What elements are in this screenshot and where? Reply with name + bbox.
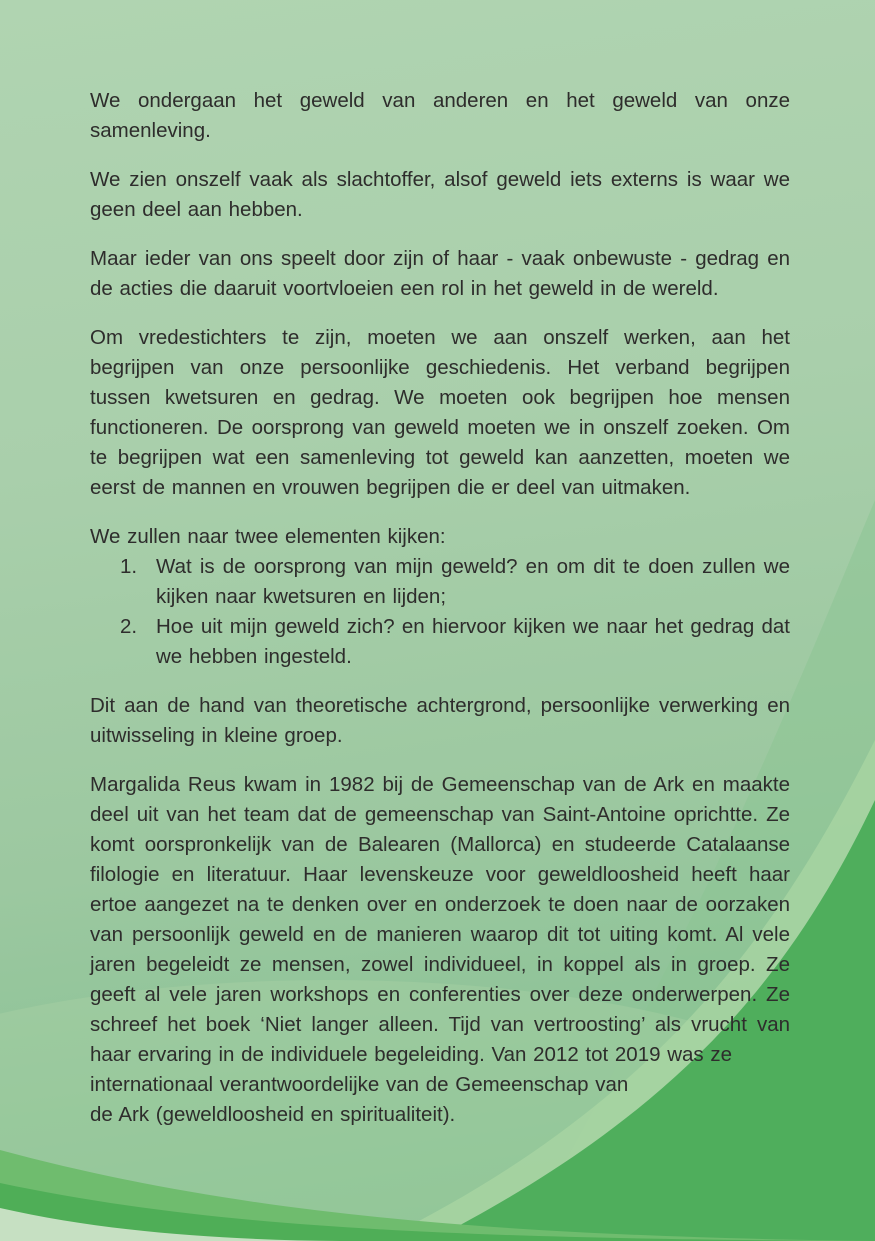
paragraph-4: Om vredestichters te zijn, moeten we aan onszelf werken, aan het begrijpen van onze persoonlijke geschiedenis. Het verband begrijpen tussen kwetsuren en gedrag. We moeten ook begrijpen hoe mensen functioneren. De oorsprong van geweld moeten we in onszelf zoeken. Om te begrijpen wat een samenleving tot geweld kan aanzetten, moeten we eerst de mannen en vrouwen begrijpen die er deel van uitmaken.	[90, 326, 790, 499]
list-intro: We zullen naar twee elementen kijken:	[90, 525, 446, 548]
list-item-text: Hoe uit mijn geweld zich? en hiervoor kijken we naar het gedrag dat we hebben ingesteld.	[156, 615, 790, 668]
paragraph-3: Maar ieder van ons speelt door zijn of haar - vaak onbewuste - gedrag en de acties die daaruit voortvloeien een rol in het geweld in de wereld.	[90, 247, 790, 300]
list-item	[120, 552, 790, 612]
list-item-text: Wat is de oorsprong van mijn geweld? en om dit te doen zullen we kijken naar kwetsuren en lijden;	[156, 555, 790, 608]
bio-line-3: de Ark (geweldloosheid en spiritualiteit).	[90, 1103, 456, 1126]
text-content	[90, 86, 790, 1130]
list-item-number: 1.	[120, 555, 138, 578]
paragraph-5: Dit aan de hand van theoretische achtergrond, persoonlijke verwerking en uitwisseling in kleine groep.	[90, 694, 790, 747]
paragraph-2: We zien onszelf vaak als slachtoffer, alsof geweld iets externs is waar we geen deel aan hebben.	[90, 168, 790, 221]
list-item-number: 2.	[120, 615, 138, 638]
paragraph-1: We ondergaan het geweld van anderen en het geweld van onze samenleving.	[90, 89, 790, 142]
list-item	[120, 612, 790, 672]
bio-paragraph: Margalida Reus kwam in 1982 bij de Gemeenschap van de Ark en maakte deel uit van het team dat de gemeenschap van Saint-Antoine oprichtte. Ze komt oorspronkelijk van de Balearen (Mallorca) en studeerde Catalaanse filologie en literatuur. Haar levenskeuze voor geweldloosheid heeft haar ertoe aangezet na te denken over en onderzoek te doen naar de oorzaken van persoonlijk geweld en de manieren waarop dit tot uiting komt. Al vele jaren begeleidt ze mensen, zowel individueel, in koppel als in groep. Ze geeft al vele jaren workshops en conferenties over deze onderwerpen. Ze schreef het boek ‘Niet langer alleen. Tijd van vertroosting’ als vrucht van haar ervaring in de individuele begeleiding. Van 2012 tot 2019 was ze	[90, 773, 790, 1066]
bio-line-2: internationaal verantwoordelijke van de Gemeenschap van	[90, 1073, 629, 1096]
bio-section	[90, 770, 790, 1130]
numbered-list	[90, 552, 790, 672]
